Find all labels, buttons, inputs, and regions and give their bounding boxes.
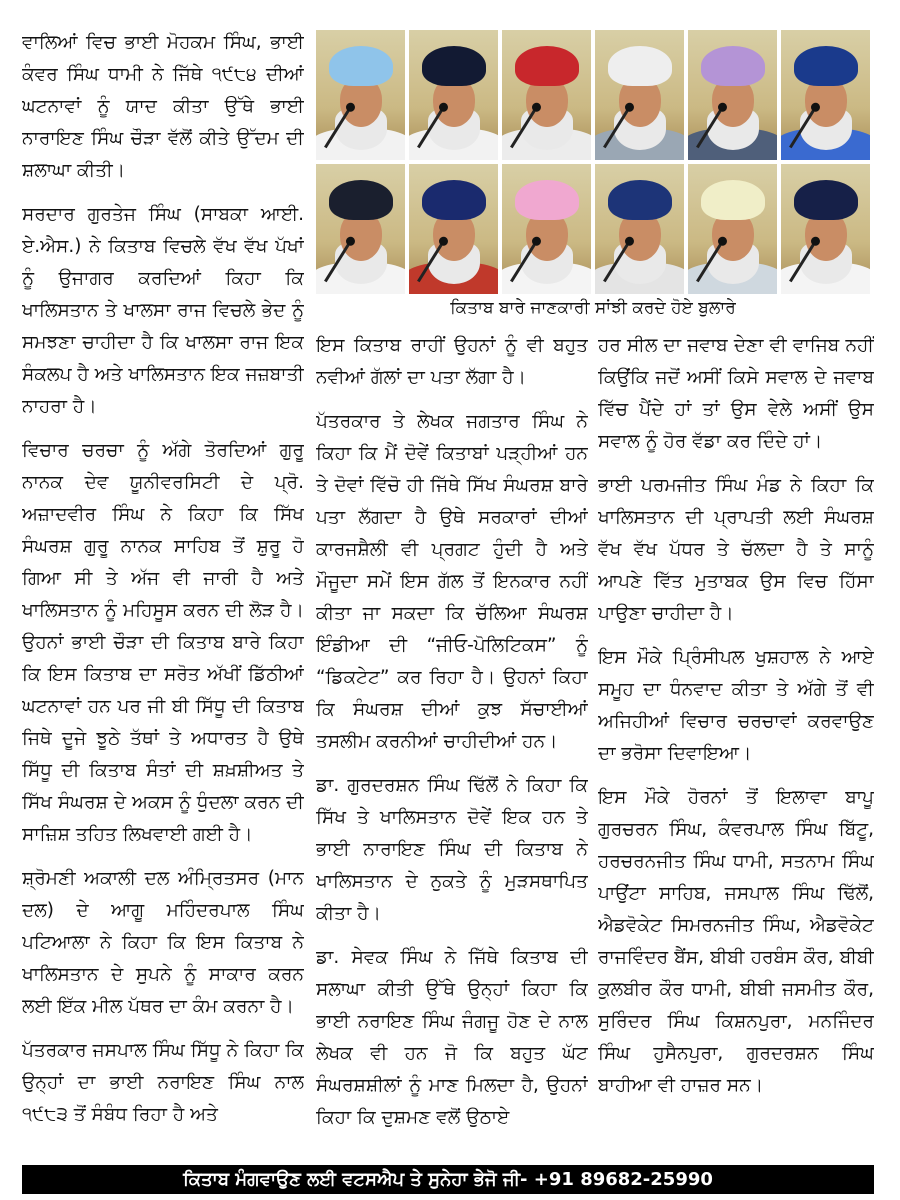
paragraph: ਭਾਈ ਪਰਮਜੀਤ ਸਿੰਘ ਮੰਡ ਨੇ ਕਿਹਾ ਕਿ ਖਾਲਿਸਤਾਨ ਦੀ ਪ੍ਰਾਪਤੀ ਲਈ ਸੰਘਰਸ਼ ਵੱਖ ਵੱਖ ਪੱਧਰ ਤੇ ਚੱਲਦਾ ਹੈ ਤੇ ਸਾਨੂੰ ਆਪਣੇ ਵਿੱਤ ਮੁਤਾਬਕ ਉਸ ਵਿਚ ਹਿੱਸਾ ਪਾਉਣਾ ਚਾਹੀਦਾ ਹੈ।	[598, 475, 874, 624]
paragraph: ਪੱਤਰਕਾਰ ਤੇ ਲੇਖਕ ਜਗਤਾਰ ਸਿੰਘ ਨੇ ਕਿਹਾ ਕਿ ਮੈਂ ਦੋਵੇਂ ਕਿਤਾਬਾਂ ਪੜ੍ਹੀਆਂ ਹਨ ਤੇ ਦੋਵਾਂ ਵਿੱਚੋ ਹੀ ਜਿੱਥੇ ਸਿੱਖ ਸੰਘਰਸ਼ ਬਾਰੇ ਪਤਾ ਲੱਗਦਾ ਹੈ ਉਥੇ ਸਰਕਾਰਾਂ ਦੀਆਂ ਕਾਰਜਸ਼ੈਲੀ ਵੀ ਪ੍ਰਗਟ ਹੁੰਦੀ ਹੈ ਅਤੇ ਮੌਜੂਦਾ ਸਮੇਂ ਇਸ ਗੱਲ ਤੋਂ ਇਨਕਾਰ ਨਹੀਂ ਕੀਤਾ ਜਾ ਸਕਦਾ ਕਿ ਚੱਲਿਆ ਸੰਘਰਸ਼ ਇੰਡੀਆ ਦੀ “ਜੀਓ-ਪੋਲਿਟਿਕਸ” ਨੂੰ “ਡਿਕਟੇਟ” ਕਰ ਰਿਹਾ ਹੈ। ਉਹਨਾਂ ਕਿਹਾ ਕਿ ਸੰਘਰਸ਼ ਦੀਆਂ ਕੁਝ ਸੱਚਾਈਆਂ ਤਸਲੀਮ ਕਰਨੀਆਂ ਚਾਹੀਦੀਆਂ ਹਨ।	[316, 411, 588, 752]
speaker-photo	[502, 164, 591, 294]
paragraph: ਡਾ. ਸੇਵਕ ਸਿੰਘ ਨੇ ਜਿੱਥੇ ਕਿਤਾਬ ਦੀ ਸਲਾਘਾ ਕੀਤੀ ਉੱਥੇ ਉਨ੍ਹਾਂ ਕਿਹਾ ਕਿ ਭਾਈ ਨਰਾਇਣ ਸਿੰਘ ਜੰਗਜੂ ਹੋਣ ਦੇ ਨਾਲ ਲੇਖਕ ਵੀ ਹਨ ਜੋ ਕਿ ਬਹੁਤ ਘੱਟ ਸੰਘਰਸ਼ਸ਼ੀਲਾਂ ਨੂੰ ਮਾਣ ਮਿਲਦਾ ਹੈ, ਉਹਨਾਂ ਕਿਹਾ ਕਿ ਦੁਸ਼ਮਣ ਵਲੋਂ ਉਠਾਏ	[316, 947, 588, 1128]
paragraph: ਡਾ. ਗੁਰਦਰਸ਼ਨ ਸਿੰਘ ਢਿੱਲੋਂ ਨੇ ਕਿਹਾ ਕਿ ਸਿੱਖ ਤੇ ਖਾਲਿਸਤਾਨ ਦੋਵੇਂ ਇਕ ਹਨ ਤੇ ਭਾਈ ਨਾਰਾਇਣ ਸਿੰਘ ਦੀ ਕਿਤਾਬ ਨੇ ਖਾਲਿਸਤਾਨ ਦੇ ਨੁਕਤੇ ਨੂੰ ਮੁੜਸਥਾਪਿਤ ਕੀਤਾ ਹੈ।	[316, 775, 588, 924]
speaker-photo	[502, 30, 591, 160]
speaker-photo	[409, 164, 498, 294]
paragraph: ਸਰਦਾਰ ਗੁਰਤੇਜ ਸਿੰਘ (ਸਾਬਕਾ ਆਈ. ਏ.ਐਸ.) ਨੇ ਕਿਤਾਬ ਵਿਚਲੇ ਵੱਖ ਵੱਖ ਪੱਖਾਂ ਨੂੰ ਉਜਾਗਰ ਕਰਦਿਆਂ ਕਿਹਾ ਕਿ ਖਾਲਿਸਤਾਨ ਤੇ ਖਾਲਸਾ ਰਾਜ ਵਿਚਲੇ ਭੇਦ ਨੂੰ ਸਮਝਣਾ ਚਾਹੀਦਾ ਹੈ ਕਿ ਖਾਲਸਾ ਰਾਜ ਇਕ ਸੰਕਲਪ ਹੈ ਅਤੇ ਖਾਲਿਸਤਾਨ ਇਕ ਜਜ਼ਬਾਤੀ ਨਾਹਰਾ ਹੈ।	[22, 204, 304, 417]
photo-caption: ਕਿਤਾਬ ਬਾਰੇ ਜਾਣਕਾਰੀ ਸਾਂਝੀ ਕਰਦੇ ਹੋਏ ਬੁਲਾਰੇ	[450, 298, 736, 318]
speaker-photo	[688, 30, 777, 160]
footer-contact-bar: ਕਿਤਾਬ ਮੰਗਵਾਉਣ ਲਈ ਵਟਸਐਪ ਤੇ ਸੁਨੇਹਾ ਭੇਜੋ ਜੀ- +91 89682-25990	[22, 1165, 874, 1194]
speaker-photo	[781, 30, 870, 160]
speakers-photo-grid	[316, 30, 870, 294]
speaker-photo	[688, 164, 777, 294]
paragraph: ਹਰ ਸੀਲ ਦਾ ਜਵਾਬ ਦੇਣਾ ਵੀ ਵਾਜਿਬ ਨਹੀਂ ਕਿਉਂਕਿ ਜਦੋਂ ਅਸੀਂ ਕਿਸੇ ਸਵਾਲ ਦੇ ਜਵਾਬ ਵਿੱਚ ਪੈਂਦੇ ਹਾਂ ਤਾਂ ਉਸ ਵੇਲੇ ਅਸੀਂ ਉਸ ਸਵਾਲ ਨੂੰ ਹੋਰ ਵੱਡਾ ਕਰ ਦਿੰਦੇ ਹਾਂ।	[598, 335, 874, 452]
paragraph: ਵਿਚਾਰ ਚਰਚਾ ਨੂੰ ਅੱਗੇ ਤੋਰਦਿਆਂ ਗੁਰੂ ਨਾਨਕ ਦੇਵ ਯੂਨੀਵਰਸਿਟੀ ਦੇ ਪ੍ਰੋ. ਅਜ਼ਾਦਵੀਰ ਸਿੰਘ ਨੇ ਕਿਹਾ ਕਿ ਸਿੱਖ ਸੰਘਰਸ਼ ਗੁਰੂ ਨਾਨਕ ਸਾਹਿਬ ਤੋਂ ਸ਼ੁਰੂ ਹੋ ਗਿਆ ਸੀ ਤੇ ਅੱਜ ਵੀ ਜਾਰੀ ਹੈ ਅਤੇ ਖਾਲਿਸਤਾਨ ਨੂੰ ਮਹਿਸੂਸ ਕਰਨ ਦੀ ਲੋੜ ਹੈ। ਉਹਨਾਂ ਭਾਈ ਚੌੜਾ ਦੀ ਕਿਤਾਬ ਬਾਰੇ ਕਿਹਾ ਕਿ ਇਸ ਕਿਤਾਬ ਦਾ ਸਰੋਤ ਅੱਖੀਂ ਡਿੱਠੀਆਂ ਘਟਨਾਵਾਂ ਹਨ ਪਰ ਜੀ ਬੀ ਸਿੱਧੂ ਦੀ ਕਿਤਾਬ ਜਿਥੇ ਦੂਜੇ ਝੂਠੇ ਤੱਥਾਂ ਤੇ ਅਧਾਰਤ ਹੈ ਉਥੇ ਸਿੱਧੂ ਦੀ ਕਿਤਾਬ ਸੰਤਾਂ ਦੀ ਸ਼ਖ਼ਸ਼ੀਅਤ ਤੇ ਸਿੱਖ ਸੰਘਰਸ਼ ਦੇ ਅਕਸ ਨੂੰ ਧੁੰਦਲਾ ਕਰਨ ਦੀ ਸਾਜ਼ਿਸ਼ ਤਹਿਤ ਲਿਖਵਾਈ ਗਈ ਹੈ।	[22, 440, 304, 845]
article-column-1	[22, 27, 304, 1162]
paragraph: ਇਸ ਮੌਕੇ ਪ੍ਰਿੰਸੀਪਲ ਖੁਸ਼ਹਾਲ ਨੇ ਆਏ ਸਮੂਹ ਦਾ ਧੰਨਵਾਦ ਕੀਤਾ ਤੇ ਅੱਗੇ ਤੋਂ ਵੀ ਅਜਿਹੀਆਂ ਵਿਚਾਰ ਚਰਚਾਵਾਂ ਕਰਵਾਉਣ ਦਾ ਭਰੋਸਾ ਦਿਵਾਇਆ।	[598, 647, 874, 764]
speaker-photo	[409, 30, 498, 160]
speaker-photo	[595, 30, 684, 160]
speaker-photo	[316, 164, 405, 294]
speaker-photo	[595, 164, 684, 294]
article-column-2	[316, 330, 588, 1162]
paragraph: ਸ਼੍ਰੋਮਣੀ ਅਕਾਲੀ ਦਲ ਅੰਮ੍ਰਿਤਸਰ (ਮਾਨ ਦਲ) ਦੇ ਆਗੂ ਮਹਿੰਦਰਪਾਲ ਸਿੰਘ ਪਟਿਆਲਾ ਨੇ ਕਿਹਾ ਕਿ ਇਸ ਕਿਤਾਬ ਨੇ ਖਾਲਿਸਤਾਨ ਦੇ ਸੁਪਨੇ ਨੂੰ ਸਾਕਾਰ ਕਰਨ ਲਈ ਇੱਕ ਮੀਲ ਪੱਥਰ ਦਾ ਕੰਮ ਕਰਨਾ ਹੈ।	[22, 868, 304, 1017]
paragraph: ਪੱਤਰਕਾਰ ਜਸਪਾਲ ਸਿੰਘ ਸਿੱਧੂ ਨੇ ਕਿਹਾ ਕਿ ਉਨ੍ਹਾਂ ਦਾ ਭਾਈ ਨਰਾਇਣ ਸਿੰਘ ਨਾਲ ੧੯੮੩ ਤੋਂ ਸੰਬੰਧ ਰਿਹਾ ਹੈ ਅਤੇ	[22, 1040, 304, 1125]
speaker-photo	[781, 164, 870, 294]
article-column-3	[598, 330, 874, 1162]
paragraph: ਇਸ ਮੌਕੇ ਹੋਰਨਾਂ ਤੋਂ ਇਲਾਵਾ ਬਾਪੂ ਗੁਰਚਰਨ ਸਿੰਘ, ਕੰਵਰਪਾਲ ਸਿੰਘ ਬਿੱਟੂ, ਹਰਚਰਨਜੀਤ ਸਿੰਘ ਧਾਮੀ, ਸਤਨਾਮ ਸਿੰਘ ਪਾਉਂਟਾ ਸਾਹਿਬ, ਜਸਪਾਲ ਸਿੰਘ ਢਿੱਲੋਂ, ਐਡਵੋਕੇਟ ਸਿਮਰਨਜੀਤ ਸਿੰਘ, ਐਡਵੋਕੇਟ ਰਾਜਵਿੰਦਰ ਬੈਂਸ, ਬੀਬੀ ਹਰਬੰਸ ਕੌਰ, ਬੀਬੀ ਕੁਲਬੀਰ ਕੌਰ ਧਾਮੀ, ਬੀਬੀ ਜਸਮੀਤ ਕੌਰ, ਸੁਰਿੰਦਰ ਸਿੰਘ ਕਿਸ਼ਨਪੁਰਾ, ਮਨਜਿੰਦਰ ਸਿੰਘ ਹੁਸੈਨਪੁਰਾ, ਗੁਰਦਰਸ਼ਨ ਸਿੰਘ ਬਾਹੀਆ ਵੀ ਹਾਜ਼ਰ ਸਨ।	[598, 787, 874, 1096]
paragraph: ਇਸ ਕਿਤਾਬ ਰਾਹੀਂ ਉਹਨਾਂ ਨੂੰ ਵੀ ਬਹੁਤ ਨਵੀਆਂ ਗੱਲਾਂ ਦਾ ਪਤਾ ਲੱਗਾ ਹੈ।	[316, 335, 588, 388]
speaker-photo	[316, 30, 405, 160]
paragraph: ਵਾਲਿਆਂ ਵਿਚ ਭਾਈ ਮੋਹਕਮ ਸਿੰਘ, ਭਾਈ ਕੰਵਰ ਸਿੰਘ ਧਾਮੀ ਨੇ ਜਿੱਥੇ ੧੯੮੪ ਦੀਆਂ ਘਟਨਾਵਾਂ ਨੂੰ ਯਾਦ ਕੀਤਾ ਉੱਥੇ ਭਾਈ ਨਾਰਾਇਣ ਸਿੰਘ ਚੌੜਾ ਵੱਲੋਂ ਕੀਤੇ ਉੱਦਮ ਦੀ ਸ਼ਲਾਘਾ ਕੀਤੀ।	[22, 32, 304, 181]
